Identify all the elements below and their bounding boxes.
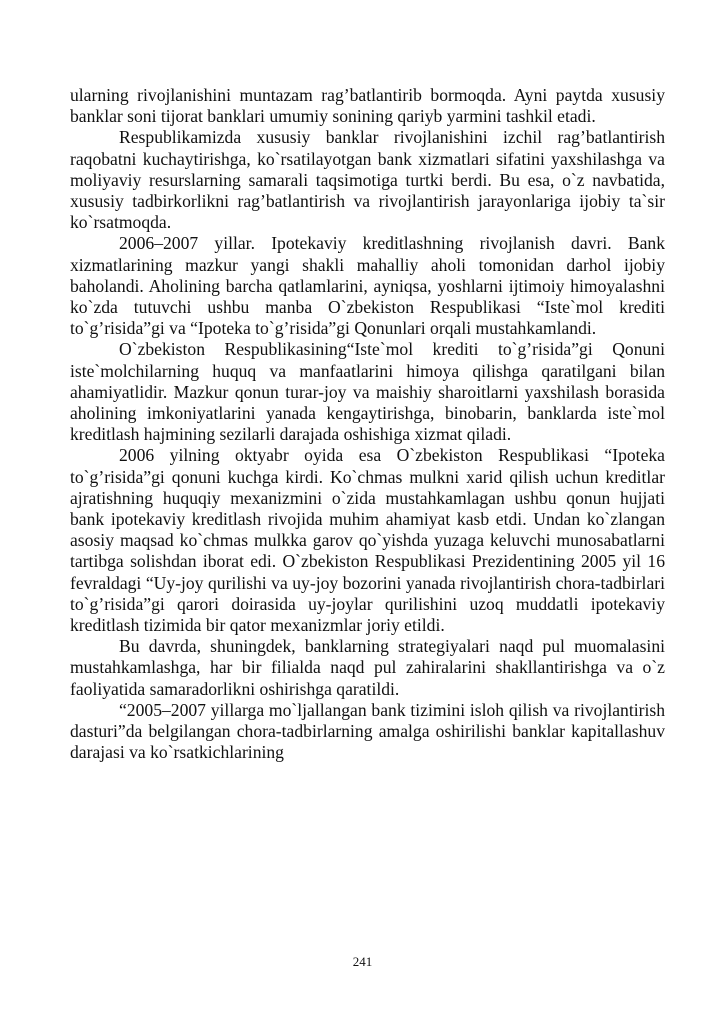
paragraph-1: ularning rivojlanishini muntazam rag’batlantirib bormoqda. Ayni paytda xususiy banklar soni tijorat banklari umumiy sonining qariyb yarmini tashkil etadi.	[70, 85, 665, 127]
paragraph-6: Bu davrda, shuningdek, banklarning strategiyalari naqd pul muomalasini mustahkamlashga, har bir filialda naqd pul zahiralarini shakllantirishga va o`z faoliyatida samaradorlikni oshirishga qaratildi.	[70, 636, 665, 699]
paragraph-5: 2006 yilning oktyabr oyida esa O`zbekiston Respublikasi “Ipoteka to`g’risida”gi qonuni kuchga kirdi. Ko`chmas mulkni xarid qilish uchun kreditlar ajratishning huquqiy mexanizmini o`zida mustahkamlagan ushbu qonun hujjati bank ipotekaviy kreditlash rivojida muhim ahamiyat kasb etdi. Undan ko`zlangan asosiy maqsad ko`chmas mulkka garov qo`yishda yuzaga keluvchi munosabatlarni tartibga solishdan iborat edi. O`zbekiston Respublikasi Prezidentining 2005 yil 16 fevraldagi “Uy-joy qurilishi va uy-joy bozorini yanada rivojlantirish chora-tadbirlari to`g’risida”gi qarori doirasida uy-joylar qurilishini uzoq muddatli ipotekaviy kreditlash tizimida bir qator mexanizmlar joriy etildi.	[70, 445, 665, 636]
page-number: 241	[352, 954, 373, 969]
paragraph-4: O`zbekiston Respublikasining“Iste`mol krediti to`g’risida”gi Qonuni iste`molchilarning huquq va manfaatlarini himoya qilishga qaratilgani bilan ahamiyatlidir. Mazkur qonun turar-joy va maishiy sharoitlarni yaxshilash borasida aholining imkoniyatlarini yanada kengaytirishga, binobarin, banklarda iste`mol kreditlash hajmining sezilarli darajada oshishiga xizmat qiladi.	[70, 339, 665, 445]
paragraph-7: “2005–2007 yillarga mo`ljallangan bank tizimini isloh qilish va rivojlantirish dasturi”da belgilangan chora-tadbirlarning amalga oshirilishi banklar kapitallashuv darajasi va ko`rsatkichlarining	[70, 699, 665, 763]
page-body	[70, 85, 665, 764]
paragraph-2: Respublikamizda xususiy banklar rivojlanishini izchil rag’batlantirish raqobatni kuchaytirishga, ko`rsatilayotgan bank xizmatlari sifatini yaxshilashga va moliyaviy resurslarning samarali taqsimotiga turtki berdi. Bu esa, o`z navbatida, xususiy tadbirkorlikni rag’batlantirish va rivojlantirish jarayonlariga ijobiy ta`sir ko`rsatmoqda.	[70, 127, 665, 233]
paragraph-3: 2006–2007 yillar. Ipotekaviy kreditlashning rivojlanish davri. Bank xizmatlarining mazkur yangi shakli mahalliy aholi tomonidan darhol ijobiy baholandi. Aholining barcha qatlamlarini, ayniqsa, yoshlarni ijtimoiy himoyalashni ko`zda tutuvchi ushbu manba O`zbekiston Respublikasi “Iste`mol krediti to`g’risida”gi va “Ipoteka to`g’risida”gi Qonunlari orqali mustahkamlandi.	[70, 233, 665, 339]
